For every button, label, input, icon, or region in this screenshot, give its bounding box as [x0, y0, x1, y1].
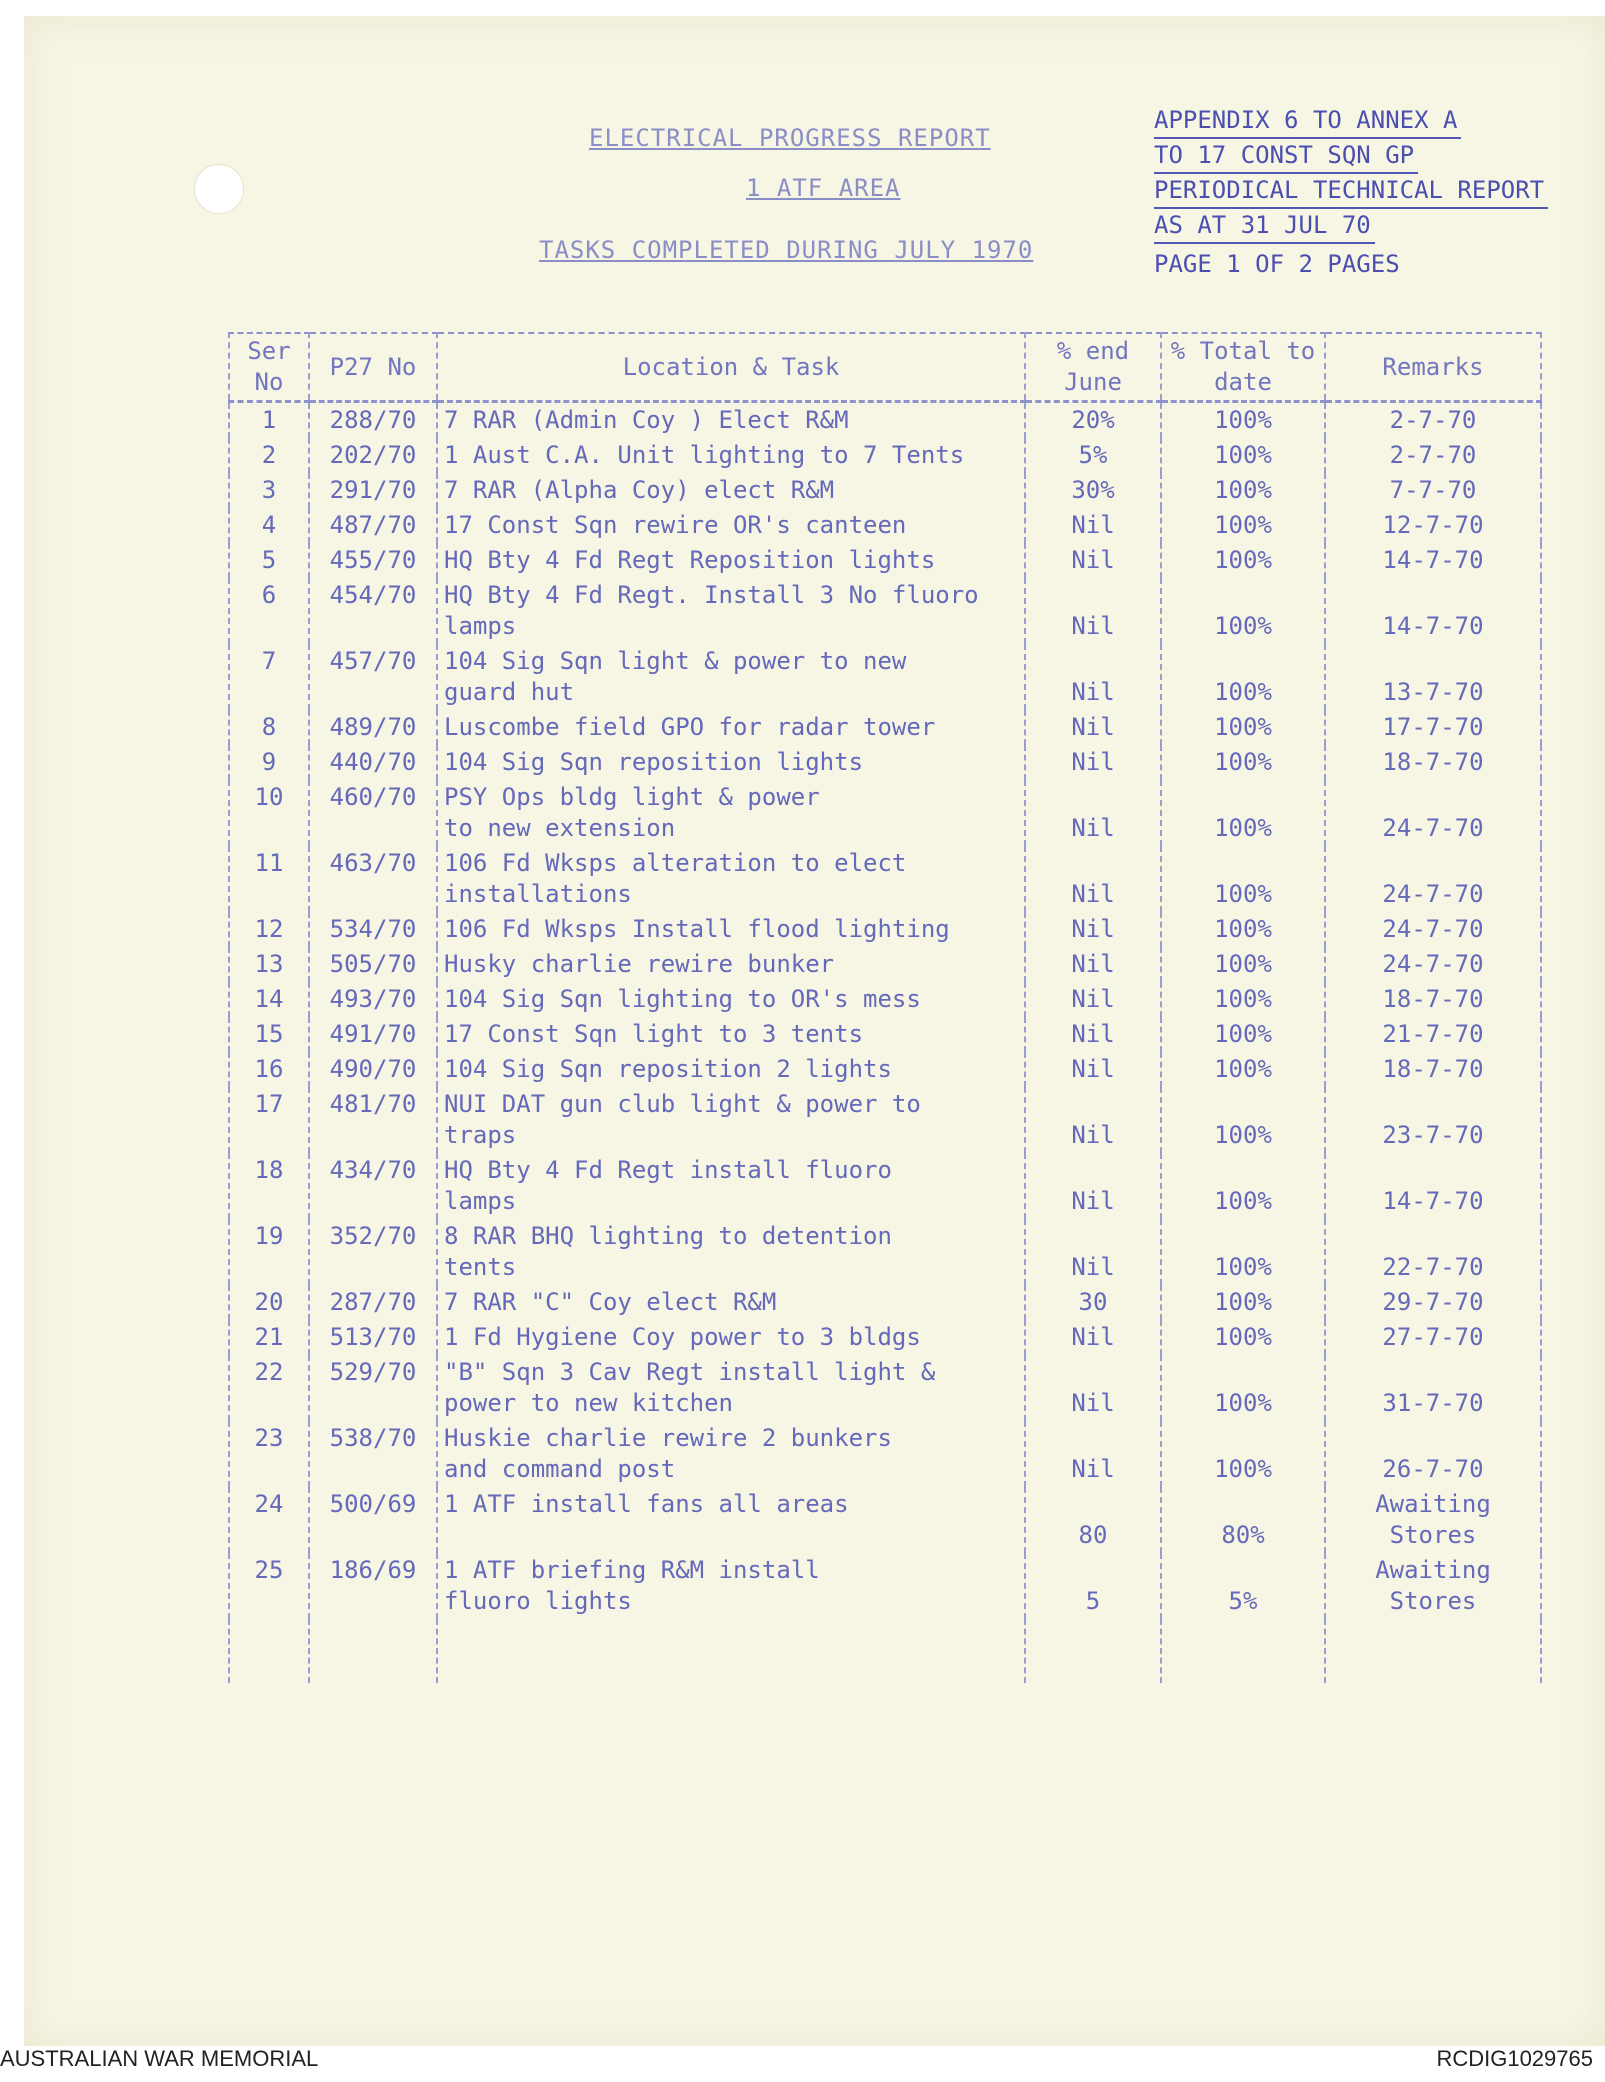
- cell-remarks: 26-7-70: [1325, 1421, 1541, 1487]
- cell-total-to-date: 100%: [1161, 402, 1325, 439]
- cell-remarks: 18-7-70: [1325, 982, 1541, 1017]
- table-row: [229, 1153, 1541, 1219]
- cell-remarks: 12-7-70: [1325, 508, 1541, 543]
- cell-end-june: 30: [1025, 1285, 1161, 1320]
- cell-p27-no: 490/70: [309, 1052, 437, 1087]
- cell-location-task: 1 ATF install fans all areas: [437, 1487, 1025, 1553]
- report-area: 1 ATF AREA: [746, 174, 901, 202]
- cell-p27-no: 491/70: [309, 1017, 437, 1052]
- appendix-line-4: AS AT 31 JUL 70: [1154, 209, 1375, 244]
- cell-total-to-date: 100%: [1161, 1285, 1325, 1320]
- cell-end-june: Nil: [1025, 543, 1161, 578]
- col-p27-no: P27 No: [309, 333, 437, 402]
- table-row: [229, 912, 1541, 947]
- cell-end-june: 80: [1025, 1487, 1161, 1553]
- cell-end-june: Nil: [1025, 1017, 1161, 1052]
- col-ser-no: Ser No: [229, 333, 309, 402]
- cell-total-to-date: 100%: [1161, 1087, 1325, 1153]
- table-header-row: [229, 333, 1541, 402]
- cell-location-task: "B" Sqn 3 Cav Regt install light & power to new kitchen: [437, 1355, 1025, 1421]
- cell-p27-no: 460/70: [309, 780, 437, 846]
- table-row: [229, 508, 1541, 543]
- cell-location-task: 1 ATF briefing R&M install fluoro lights: [437, 1553, 1025, 1619]
- cell-total-to-date: 100%: [1161, 1421, 1325, 1487]
- cell-end-june: Nil: [1025, 1219, 1161, 1285]
- cell-ser-no: 9: [229, 745, 309, 780]
- cell-p27-no: 513/70: [309, 1320, 437, 1355]
- cell-location-task: 8 RAR BHQ lighting to detention tents: [437, 1219, 1025, 1285]
- cell-p27-no: 534/70: [309, 912, 437, 947]
- cell-location-task: 104 Sig Sqn reposition 2 lights: [437, 1052, 1025, 1087]
- table-row: [229, 1320, 1541, 1355]
- cell-ser-no: 23: [229, 1421, 309, 1487]
- cell-ser-no: 15: [229, 1017, 309, 1052]
- cell-remarks: 17-7-70: [1325, 710, 1541, 745]
- cell-location-task: 106 Fd Wksps Install flood lighting: [437, 912, 1025, 947]
- cell-ser-no: 5: [229, 543, 309, 578]
- cell-ser-no: 14: [229, 982, 309, 1017]
- cell-end-june: Nil: [1025, 982, 1161, 1017]
- cell-total-to-date: 100%: [1161, 947, 1325, 982]
- cell-end-june: Nil: [1025, 1052, 1161, 1087]
- cell-p27-no: 463/70: [309, 846, 437, 912]
- cell-end-june: Nil: [1025, 1320, 1161, 1355]
- empty-cell: [1325, 1619, 1541, 1683]
- cell-end-june: Nil: [1025, 947, 1161, 982]
- cell-remarks: 23-7-70: [1325, 1087, 1541, 1153]
- cell-p27-no: 481/70: [309, 1087, 437, 1153]
- cell-ser-no: 1: [229, 402, 309, 439]
- cell-location-task: 104 Sig Sqn reposition lights: [437, 745, 1025, 780]
- cell-remarks: 7-7-70: [1325, 473, 1541, 508]
- cell-ser-no: 18: [229, 1153, 309, 1219]
- cell-remarks: 18-7-70: [1325, 1052, 1541, 1087]
- cell-end-june: Nil: [1025, 846, 1161, 912]
- cell-p27-no: 457/70: [309, 644, 437, 710]
- table-row: [229, 745, 1541, 780]
- cell-p27-no: 288/70: [309, 402, 437, 439]
- cell-end-june: 30%: [1025, 473, 1161, 508]
- appendix-line-1: APPENDIX 6 TO ANNEX A: [1154, 104, 1461, 139]
- cell-remarks: 14-7-70: [1325, 1153, 1541, 1219]
- cell-p27-no: 440/70: [309, 745, 437, 780]
- cell-ser-no: 21: [229, 1320, 309, 1355]
- cell-end-june: Nil: [1025, 912, 1161, 947]
- cell-remarks: 21-7-70: [1325, 1017, 1541, 1052]
- col-total-to-date: % Total to date: [1161, 333, 1325, 402]
- cell-p27-no: 291/70: [309, 473, 437, 508]
- cell-ser-no: 3: [229, 473, 309, 508]
- table-row: [229, 1052, 1541, 1087]
- cell-remarks: Awaiting Stores: [1325, 1553, 1541, 1619]
- cell-total-to-date: 100%: [1161, 846, 1325, 912]
- cell-p27-no: 500/69: [309, 1487, 437, 1553]
- table-row: [229, 644, 1541, 710]
- cell-total-to-date: 100%: [1161, 912, 1325, 947]
- cell-p27-no: 538/70: [309, 1421, 437, 1487]
- table-row: [229, 1219, 1541, 1285]
- document-sheet: [24, 16, 1605, 2046]
- report-title: ELECTRICAL PROGRESS REPORT: [589, 124, 991, 152]
- cell-location-task: 1 Fd Hygiene Coy power to 3 bldgs: [437, 1320, 1025, 1355]
- cell-ser-no: 12: [229, 912, 309, 947]
- table-row: [229, 1285, 1541, 1320]
- cell-remarks: Awaiting Stores: [1325, 1487, 1541, 1553]
- appendix-line-2: TO 17 CONST SQN GP: [1154, 139, 1418, 174]
- table-row: [229, 578, 1541, 644]
- table-row: [229, 1553, 1541, 1619]
- table-row: [229, 1487, 1541, 1553]
- punch-hole: [194, 164, 244, 214]
- cell-end-june: Nil: [1025, 1153, 1161, 1219]
- cell-p27-no: 529/70: [309, 1355, 437, 1421]
- cell-remarks: 24-7-70: [1325, 912, 1541, 947]
- table-row: [229, 1355, 1541, 1421]
- cell-ser-no: 7: [229, 644, 309, 710]
- cell-end-june: Nil: [1025, 780, 1161, 846]
- cell-p27-no: 454/70: [309, 578, 437, 644]
- cell-location-task: 17 Const Sqn rewire OR's canteen: [437, 508, 1025, 543]
- cell-p27-no: 186/69: [309, 1553, 437, 1619]
- cell-p27-no: 352/70: [309, 1219, 437, 1285]
- appendix-reference: [1154, 104, 1548, 244]
- cell-ser-no: 17: [229, 1087, 309, 1153]
- cell-remarks: 18-7-70: [1325, 745, 1541, 780]
- cell-remarks: 24-7-70: [1325, 947, 1541, 982]
- cell-end-june: Nil: [1025, 1355, 1161, 1421]
- cell-total-to-date: 80%: [1161, 1487, 1325, 1553]
- table-row: [229, 1087, 1541, 1153]
- cell-total-to-date: 100%: [1161, 1320, 1325, 1355]
- cell-remarks: 27-7-70: [1325, 1320, 1541, 1355]
- cell-total-to-date: 100%: [1161, 473, 1325, 508]
- table-row: [229, 438, 1541, 473]
- cell-location-task: 1 Aust C.A. Unit lighting to 7 Tents: [437, 438, 1025, 473]
- cell-total-to-date: 100%: [1161, 780, 1325, 846]
- cell-p27-no: 487/70: [309, 508, 437, 543]
- cell-ser-no: 10: [229, 780, 309, 846]
- empty-cell: [309, 1619, 437, 1683]
- table-row: [229, 473, 1541, 508]
- cell-end-june: Nil: [1025, 1421, 1161, 1487]
- cell-end-june: Nil: [1025, 644, 1161, 710]
- table-empty-space: [229, 1619, 1541, 1683]
- cell-end-june: 5%: [1025, 438, 1161, 473]
- cell-total-to-date: 5%: [1161, 1553, 1325, 1619]
- col-remarks: Remarks: [1325, 333, 1541, 402]
- cell-total-to-date: 100%: [1161, 982, 1325, 1017]
- cell-p27-no: 489/70: [309, 710, 437, 745]
- cell-location-task: 7 RAR (Alpha Coy) elect R&M: [437, 473, 1025, 508]
- cell-p27-no: 505/70: [309, 947, 437, 982]
- footer-source: AUSTRALIAN WAR MEMORIAL: [0, 2046, 319, 2071]
- cell-ser-no: 24: [229, 1487, 309, 1553]
- cell-location-task: NUI DAT gun club light & power to traps: [437, 1087, 1025, 1153]
- cell-ser-no: 22: [229, 1355, 309, 1421]
- col-end-june: % end June: [1025, 333, 1161, 402]
- tasks-table: [228, 332, 1542, 1683]
- cell-location-task: HQ Bty 4 Fd Regt. Install 3 No fluoro lamps: [437, 578, 1025, 644]
- cell-total-to-date: 100%: [1161, 644, 1325, 710]
- cell-total-to-date: 100%: [1161, 1219, 1325, 1285]
- cell-total-to-date: 100%: [1161, 710, 1325, 745]
- cell-ser-no: 13: [229, 947, 309, 982]
- cell-ser-no: 20: [229, 1285, 309, 1320]
- cell-ser-no: 16: [229, 1052, 309, 1087]
- cell-location-task: HQ Bty 4 Fd Regt Reposition lights: [437, 543, 1025, 578]
- cell-remarks: 22-7-70: [1325, 1219, 1541, 1285]
- cell-location-task: 106 Fd Wksps alteration to elect installations: [437, 846, 1025, 912]
- cell-end-june: 20%: [1025, 402, 1161, 439]
- cell-remarks: 14-7-70: [1325, 543, 1541, 578]
- cell-total-to-date: 100%: [1161, 1153, 1325, 1219]
- cell-remarks: 29-7-70: [1325, 1285, 1541, 1320]
- cell-total-to-date: 100%: [1161, 1052, 1325, 1087]
- table-row: [229, 710, 1541, 745]
- cell-remarks: 2-7-70: [1325, 438, 1541, 473]
- table-row: [229, 982, 1541, 1017]
- cell-total-to-date: 100%: [1161, 578, 1325, 644]
- table-row: [229, 1421, 1541, 1487]
- cell-remarks: 24-7-70: [1325, 780, 1541, 846]
- cell-total-to-date: 100%: [1161, 1355, 1325, 1421]
- cell-location-task: Husky charlie rewire bunker: [437, 947, 1025, 982]
- cell-end-june: 5: [1025, 1553, 1161, 1619]
- cell-total-to-date: 100%: [1161, 508, 1325, 543]
- cell-location-task: 104 Sig Sqn light & power to new guard hut: [437, 644, 1025, 710]
- empty-cell: [1025, 1619, 1161, 1683]
- col-location-task: Location & Task: [437, 333, 1025, 402]
- cell-location-task: 7 RAR "C" Coy elect R&M: [437, 1285, 1025, 1320]
- cell-location-task: HQ Bty 4 Fd Regt install fluoro lamps: [437, 1153, 1025, 1219]
- cell-p27-no: 455/70: [309, 543, 437, 578]
- cell-location-task: 104 Sig Sqn lighting to OR's mess: [437, 982, 1025, 1017]
- footer-id: RCDIG1029765: [1436, 2046, 1593, 2071]
- cell-p27-no: 493/70: [309, 982, 437, 1017]
- cell-ser-no: 25: [229, 1553, 309, 1619]
- cell-total-to-date: 100%: [1161, 745, 1325, 780]
- cell-p27-no: 202/70: [309, 438, 437, 473]
- cell-p27-no: 434/70: [309, 1153, 437, 1219]
- cell-p27-no: 287/70: [309, 1285, 437, 1320]
- cell-remarks: 13-7-70: [1325, 644, 1541, 710]
- cell-remarks: 31-7-70: [1325, 1355, 1541, 1421]
- table-row: [229, 947, 1541, 982]
- cell-end-june: Nil: [1025, 578, 1161, 644]
- cell-ser-no: 6: [229, 578, 309, 644]
- table-row: [229, 402, 1541, 439]
- cell-end-june: Nil: [1025, 710, 1161, 745]
- table-row: [229, 1017, 1541, 1052]
- cell-location-task: Huskie charlie rewire 2 bunkers and command post: [437, 1421, 1025, 1487]
- table-row: [229, 780, 1541, 846]
- cell-ser-no: 11: [229, 846, 309, 912]
- cell-ser-no: 4: [229, 508, 309, 543]
- empty-cell: [229, 1619, 309, 1683]
- cell-end-june: Nil: [1025, 508, 1161, 543]
- empty-cell: [437, 1619, 1025, 1683]
- table-row: [229, 543, 1541, 578]
- cell-remarks: 14-7-70: [1325, 578, 1541, 644]
- table-row: [229, 846, 1541, 912]
- cell-location-task: Luscombe field GPO for radar tower: [437, 710, 1025, 745]
- cell-location-task: 7 RAR (Admin Coy ) Elect R&M: [437, 402, 1025, 439]
- report-period: TASKS COMPLETED DURING JULY 1970: [539, 236, 1034, 264]
- appendix-line-3: PERIODICAL TECHNICAL REPORT: [1154, 174, 1548, 209]
- cell-location-task: PSY Ops bldg light & power to new extension: [437, 780, 1025, 846]
- cell-remarks: 24-7-70: [1325, 846, 1541, 912]
- cell-total-to-date: 100%: [1161, 1017, 1325, 1052]
- cell-ser-no: 8: [229, 710, 309, 745]
- cell-total-to-date: 100%: [1161, 438, 1325, 473]
- cell-ser-no: 19: [229, 1219, 309, 1285]
- cell-remarks: 2-7-70: [1325, 402, 1541, 439]
- empty-cell: [1161, 1619, 1325, 1683]
- cell-end-june: Nil: [1025, 1087, 1161, 1153]
- cell-total-to-date: 100%: [1161, 543, 1325, 578]
- page-number: PAGE 1 OF 2 PAGES: [1154, 250, 1400, 278]
- cell-end-june: Nil: [1025, 745, 1161, 780]
- cell-location-task: 17 Const Sqn light to 3 tents: [437, 1017, 1025, 1052]
- cell-ser-no: 2: [229, 438, 309, 473]
